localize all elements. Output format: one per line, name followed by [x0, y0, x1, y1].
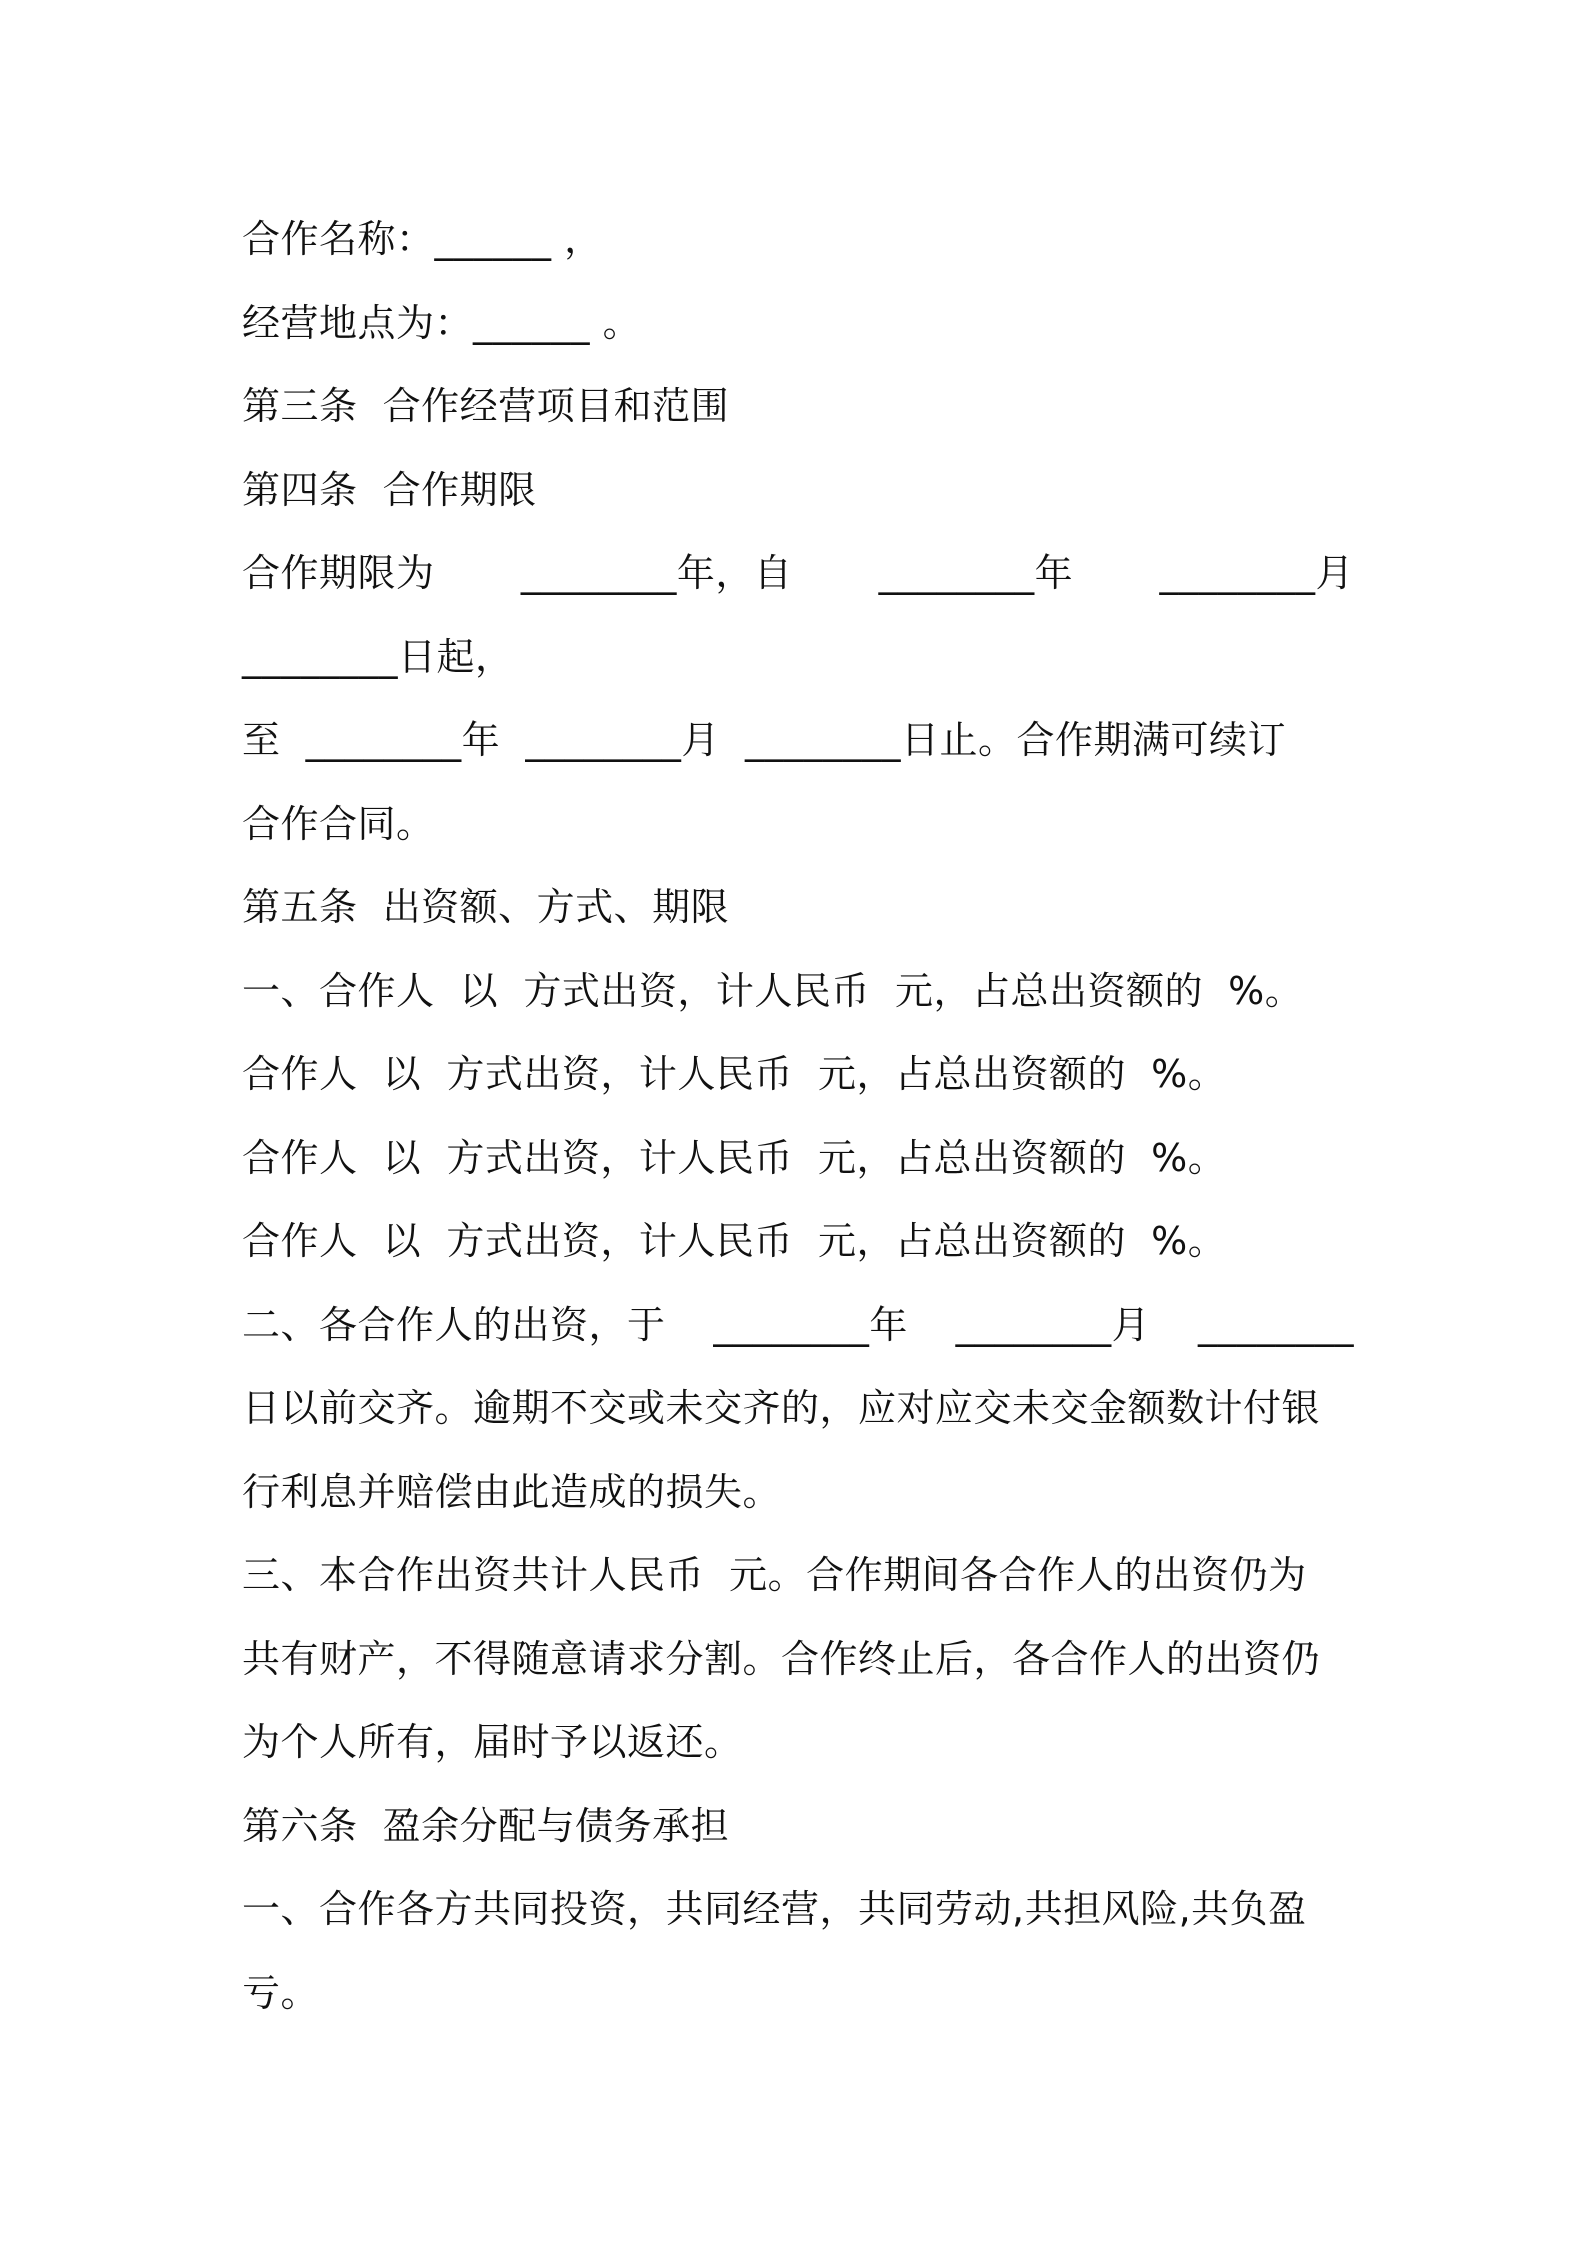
- payment-month-blank: ________月: [955, 1302, 1151, 1347]
- term-label: 合作期限为: [242, 551, 435, 595]
- profit-sharing-line-2: 亏。: [242, 1970, 320, 2015]
- article-4-heading: 第四条 合作期限: [242, 467, 537, 512]
- payment-year-blank: ________年: [713, 1302, 908, 1347]
- document-body: [242, 198, 1354, 2035]
- article-6-heading: 第六条 盈余分配与债务承担: [242, 1803, 730, 1848]
- contribution-line-4: 合作人 以 方式出资，计人民币 元，占总出资额的 %。: [242, 1219, 1227, 1263]
- total-contribution-line-2: 共有财产，不得随意请求分割。合作终止后，各合作人的出资仍: [242, 1636, 1321, 1681]
- contribution-line-1: 一、合作人 以 方式出资，计人民币 元，占总出资额的 %。: [242, 968, 1304, 1013]
- term-start-line: [242, 532, 1354, 616]
- payment-deadline-line: [242, 1284, 1354, 1368]
- payment-deadline-label: 二、各合作人的出资，于: [242, 1302, 666, 1347]
- article-3-heading: 第三条 合作经营项目和范围: [242, 384, 730, 428]
- article-5-heading: 第五条 出资额、方式、期限: [242, 885, 730, 929]
- total-contribution-line-1: 三、本合作出资共计人民币 元。合作期间各合作人的出资仍为: [242, 1553, 1307, 1597]
- partnership-name-line: 合作名称：______ ，: [242, 217, 603, 261]
- total-contribution-line-3: 为个人所有，届时予以返还。: [242, 1720, 743, 1764]
- late-payment-line-1: 日以前交齐。逾期不交或未交齐的，应对应交未交金额数计付银: [242, 1386, 1321, 1430]
- profit-sharing-line-1: 一、合作各方共同投资，共同经营，共同劳动,共担风险,共负盈: [242, 1887, 1307, 1931]
- contribution-line-3: 合作人 以 方式出资，计人民币 元，占总出资额的 %。: [242, 1135, 1227, 1180]
- contribution-line-2: 合作人 以 方式出资，计人民币 元，占总出资额的 %。: [242, 1052, 1227, 1096]
- start-day-line: ________日起，: [242, 634, 514, 679]
- late-payment-line-2: 行利息并赔偿由此造成的损失。: [242, 1469, 782, 1514]
- payment-day-blank: ________: [1197, 1302, 1354, 1347]
- business-location-line: 经营地点为：______ 。: [242, 300, 642, 345]
- start-year-blank: ________年: [878, 551, 1074, 595]
- term-end-line: 至 ________年 ________月 ________日止。合作期满可续订: [242, 718, 1286, 762]
- renewal-line: 合作合同。: [242, 801, 435, 846]
- term-years-blank: ________年，自: [520, 551, 793, 595]
- start-month-blank: ________月: [1159, 551, 1354, 595]
